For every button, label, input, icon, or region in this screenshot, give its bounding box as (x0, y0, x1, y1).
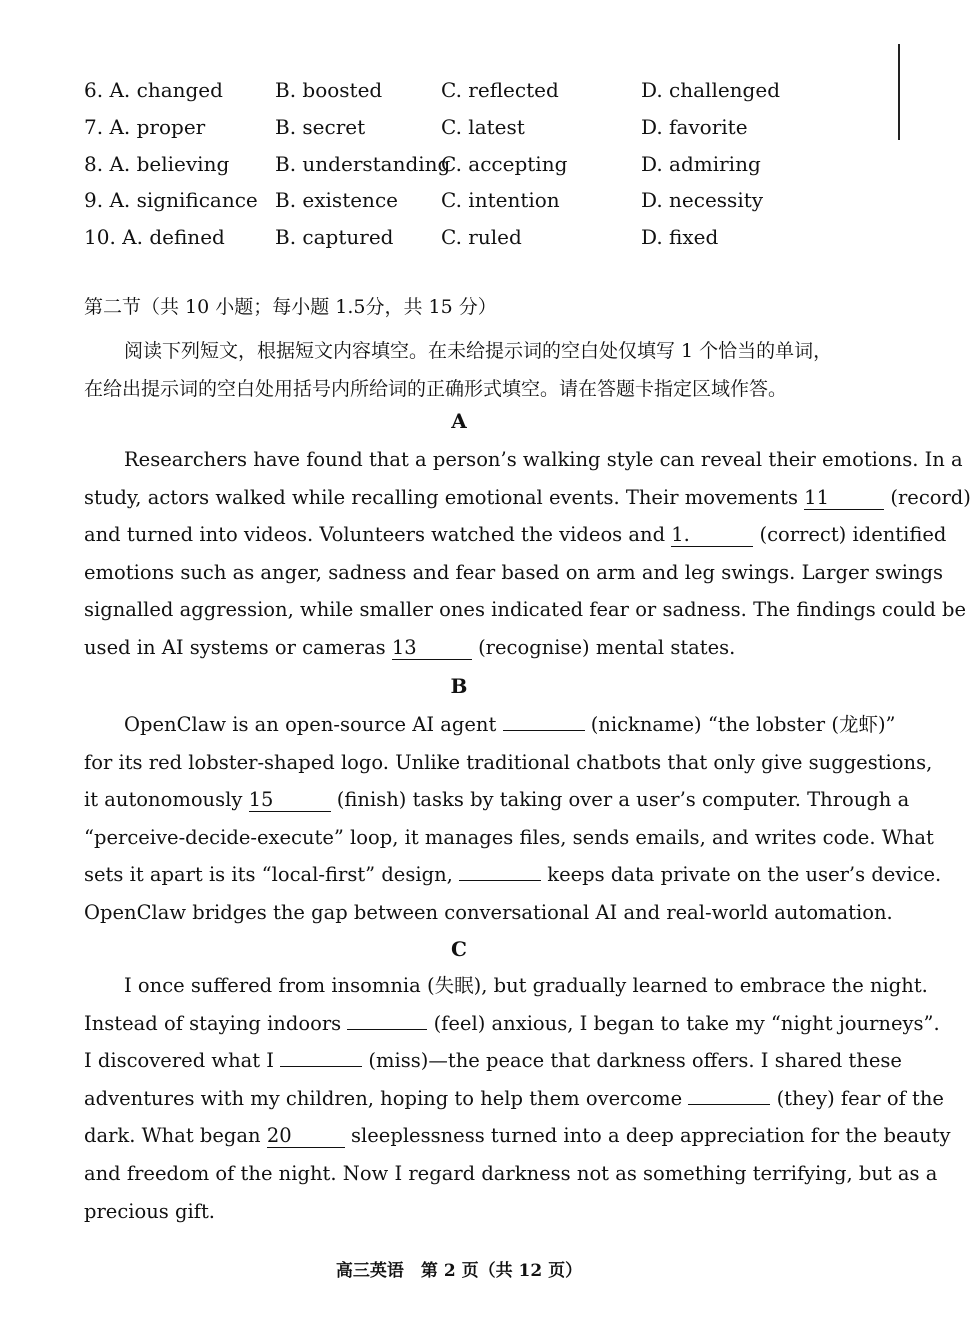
passage-b-heading: B (450, 674, 468, 698)
passage-c (84, 967, 951, 1230)
text-line: dark. What began 20 sleeplessness turned into a deep appreciation for the beauty (84, 1124, 951, 1148)
option-d: D. challenged (641, 78, 780, 102)
blank-15: 15 (249, 789, 331, 812)
margin-line (898, 44, 900, 140)
blank-19 (688, 1104, 770, 1105)
option-a: 7. A. proper (84, 114, 206, 139)
instruction-line: 阅读下列短文，根据短文内容填空。在未给提示词的空白处仅填写 1 个恰当的单词， (124, 340, 833, 362)
blank-14 (503, 730, 585, 731)
option-b: B. secret (275, 114, 366, 139)
option-c: C. latest (441, 114, 525, 139)
option-a: 10. A. defined (84, 225, 225, 250)
option-a: 8. A. believing (84, 151, 230, 176)
option-a: 9. A. significance (84, 188, 258, 213)
text-line: emotions such as anger, sadness and fear based on arm and leg swings. Larger swings (84, 560, 943, 584)
option-b: B. existence (275, 188, 398, 213)
passage-c-heading: C (451, 937, 467, 961)
blank-20: 20 (267, 1125, 345, 1148)
text-line: it autonomously 15 (finish) tasks by taking over a user’s computer. Through a (84, 788, 910, 812)
text-line: study, actors walked while recalling emotional events. Their movements 11 (record) (84, 485, 971, 509)
option-a: 6. A. changed (84, 78, 223, 102)
blank-13: 13 (392, 637, 472, 660)
text-line: signalled aggression, while smaller ones indicated fear or sadness. The findings could be (84, 598, 967, 622)
text-line: I once suffered from insomnia (失眠), but gradually learned to embrace the night. (124, 974, 928, 997)
text-line: “perceive-decide-execute” loop, it manages files, sends emails, and writes code. What (84, 825, 934, 849)
passage-a (84, 441, 971, 667)
option-c: C. intention (441, 188, 560, 213)
passage-b (84, 706, 942, 932)
text-line: Instead of staying indoors (feel) anxious, I began to take my “night journeys”. (84, 1011, 940, 1035)
text-line: for its red lobster-shaped logo. Unlike traditional chatbots that only give suggestions, (84, 750, 933, 774)
section-instructions (84, 332, 840, 408)
instruction-line: 在给出提示词的空白处用括号内所给词的正确形式填空。请在答题卡指定区域作答。 (84, 378, 788, 400)
text-line: and turned into videos. Volunteers watched the videos and 1. (correct) identified (84, 523, 947, 547)
passage-a-heading: A (451, 409, 467, 433)
text-line: and freedom of the night. Now I regard darkness not as something terrifying, but as a (84, 1161, 938, 1185)
option-d: D. necessity (641, 188, 764, 213)
option-b: B. understanding (275, 151, 451, 176)
option-c: C. ruled (441, 225, 522, 250)
text-line: I discovered what I (miss)—the peace that darkness offers. I shared these (84, 1049, 902, 1073)
blank-12: 1. (671, 524, 753, 547)
option-b: B. captured (275, 225, 394, 250)
text-line: sets it apart is its “local-first” design, keeps data private on the user’s device. (84, 863, 942, 887)
option-d: D. favorite (641, 114, 748, 139)
option-d: D. fixed (641, 225, 719, 250)
option-d: D. admiring (641, 151, 761, 176)
option-b: B. boosted (275, 78, 383, 102)
blank-16 (459, 880, 541, 881)
section-title: 第二节（共 10 小题；每小题 1.5分，共 15 分） (84, 296, 497, 318)
option-c: C. accepting (441, 151, 568, 176)
text-line: OpenClaw is an open-source AI agent (nickname) “the lobster (龙虾)” (124, 713, 896, 736)
option-c: C. reflected (441, 78, 559, 102)
text-line: precious gift. (84, 1199, 215, 1223)
blank-11: 11 (804, 487, 884, 510)
page-footer: 高三英语 第 2 页（共 12 页） (335, 1261, 583, 1281)
text-line: adventures with my children, hoping to help them overcome (they) fear of the (84, 1086, 944, 1110)
blank-17 (347, 1029, 427, 1030)
text-line: OpenClaw bridges the gap between conversational AI and real-world automation. (84, 900, 893, 924)
text-line: used in AI systems or cameras 13 (recognise) mental states. (84, 635, 736, 659)
blank-18 (280, 1066, 362, 1067)
text-line: Researchers have found that a person’s walking style can reveal their emotions. In a (124, 448, 963, 471)
